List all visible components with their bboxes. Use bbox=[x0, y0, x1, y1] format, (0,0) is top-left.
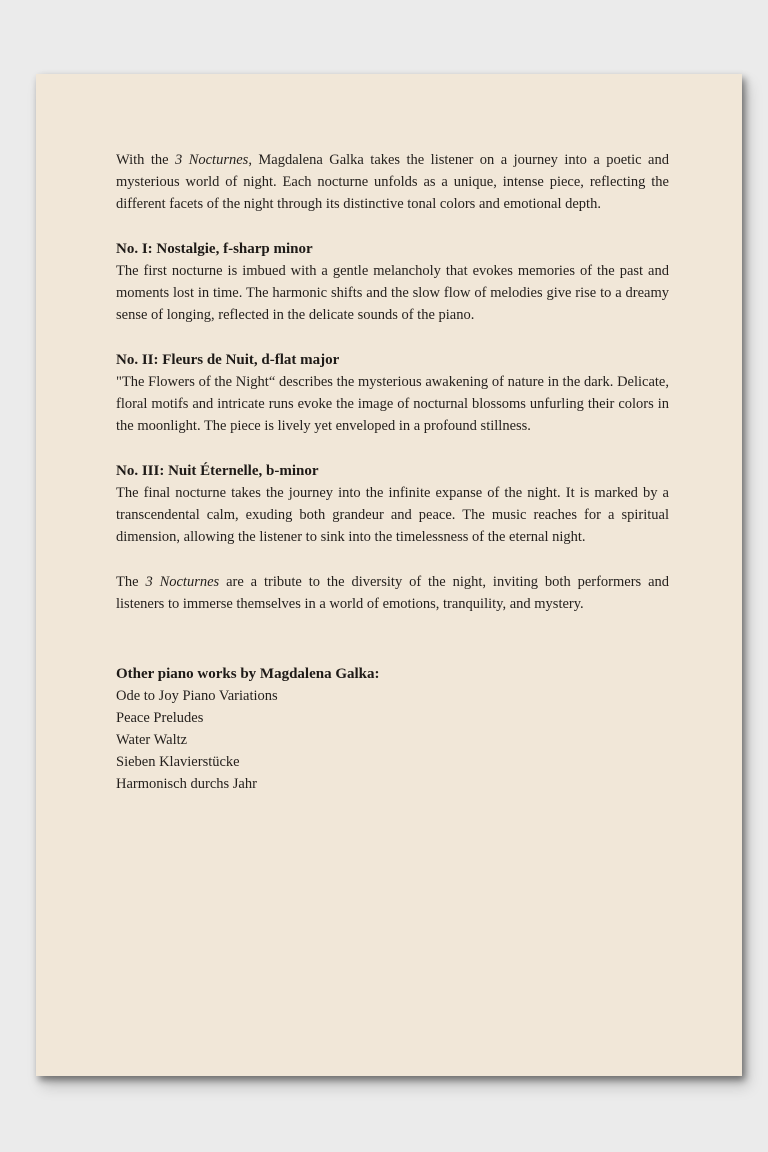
intro-lead: With the bbox=[116, 152, 176, 168]
intro-rest: , Magdalena Galka takes the listener on a journey into a poetic and mysterious world of night. Each nocturne unfolds as a unique, intense piece, reflecting the different facets of the night through its distinctive tonal colors and emotional depth. bbox=[116, 152, 669, 212]
nocturne-heading-3: No. III: Nuit Éternelle, b-minor bbox=[116, 463, 319, 479]
other-work-item: Sieben Klavierstücke bbox=[116, 754, 240, 770]
intro-title-italic: 3 Nocturnes bbox=[175, 152, 249, 168]
closing-lead: The bbox=[116, 574, 146, 590]
other-work-item: Peace Preludes bbox=[116, 710, 204, 726]
nocturne-body-3: The final nocturne takes the journey into the infinite expanse of the night. It is marked by a transcendental calm, exuding both grandeur and peace. The music reaches for a spiritual dimension, allowing the listener to sink into the timelessness of the eternal night. bbox=[116, 485, 669, 545]
nocturne-body-1: The first nocturne is imbued with a gentle melancholy that evokes memories of the past and moments lost in time. The harmonic shifts and the slow flow of melodies give rise to a dreamy sense of longing, reflected in the delicate sounds of the piano. bbox=[116, 263, 669, 323]
nocturne-section-1 bbox=[116, 238, 669, 326]
page-content bbox=[116, 149, 669, 795]
other-works-title: Other piano works by Magdalena Galka: bbox=[116, 666, 380, 682]
nocturne-heading-2: No. II: Fleurs de Nuit, d-flat major bbox=[116, 352, 340, 368]
closing-paragraph bbox=[116, 571, 669, 615]
other-works-list bbox=[116, 685, 669, 795]
other-work-item: Ode to Joy Piano Variations bbox=[116, 688, 278, 704]
closing-rest: are a tribute to the diversity of the night, inviting both performers and listeners to immerse themselves in a world of emotions, tranquility, and mystery. bbox=[116, 574, 670, 612]
nocturne-section-3 bbox=[116, 460, 669, 548]
other-work-item: Harmonisch durchs Jahr bbox=[116, 776, 257, 792]
nocturne-section-2 bbox=[116, 349, 669, 437]
nocturne-heading-1: No. I: Nostalgie, f-sharp minor bbox=[116, 241, 313, 257]
intro-paragraph bbox=[116, 149, 669, 215]
closing-title-italic: 3 Nocturnes bbox=[145, 574, 220, 590]
document-page bbox=[36, 74, 742, 1076]
nocturne-body-2: "The Flowers of the Night“ describes the mysterious awakening of nature in the dark. Delicate, floral motifs and intricate runs evoke the image of nocturnal blossoms unfurling their colors in the moonlight. The piece is lively yet enveloped in a profound stillness. bbox=[116, 374, 669, 434]
other-work-item: Water Waltz bbox=[116, 732, 188, 748]
